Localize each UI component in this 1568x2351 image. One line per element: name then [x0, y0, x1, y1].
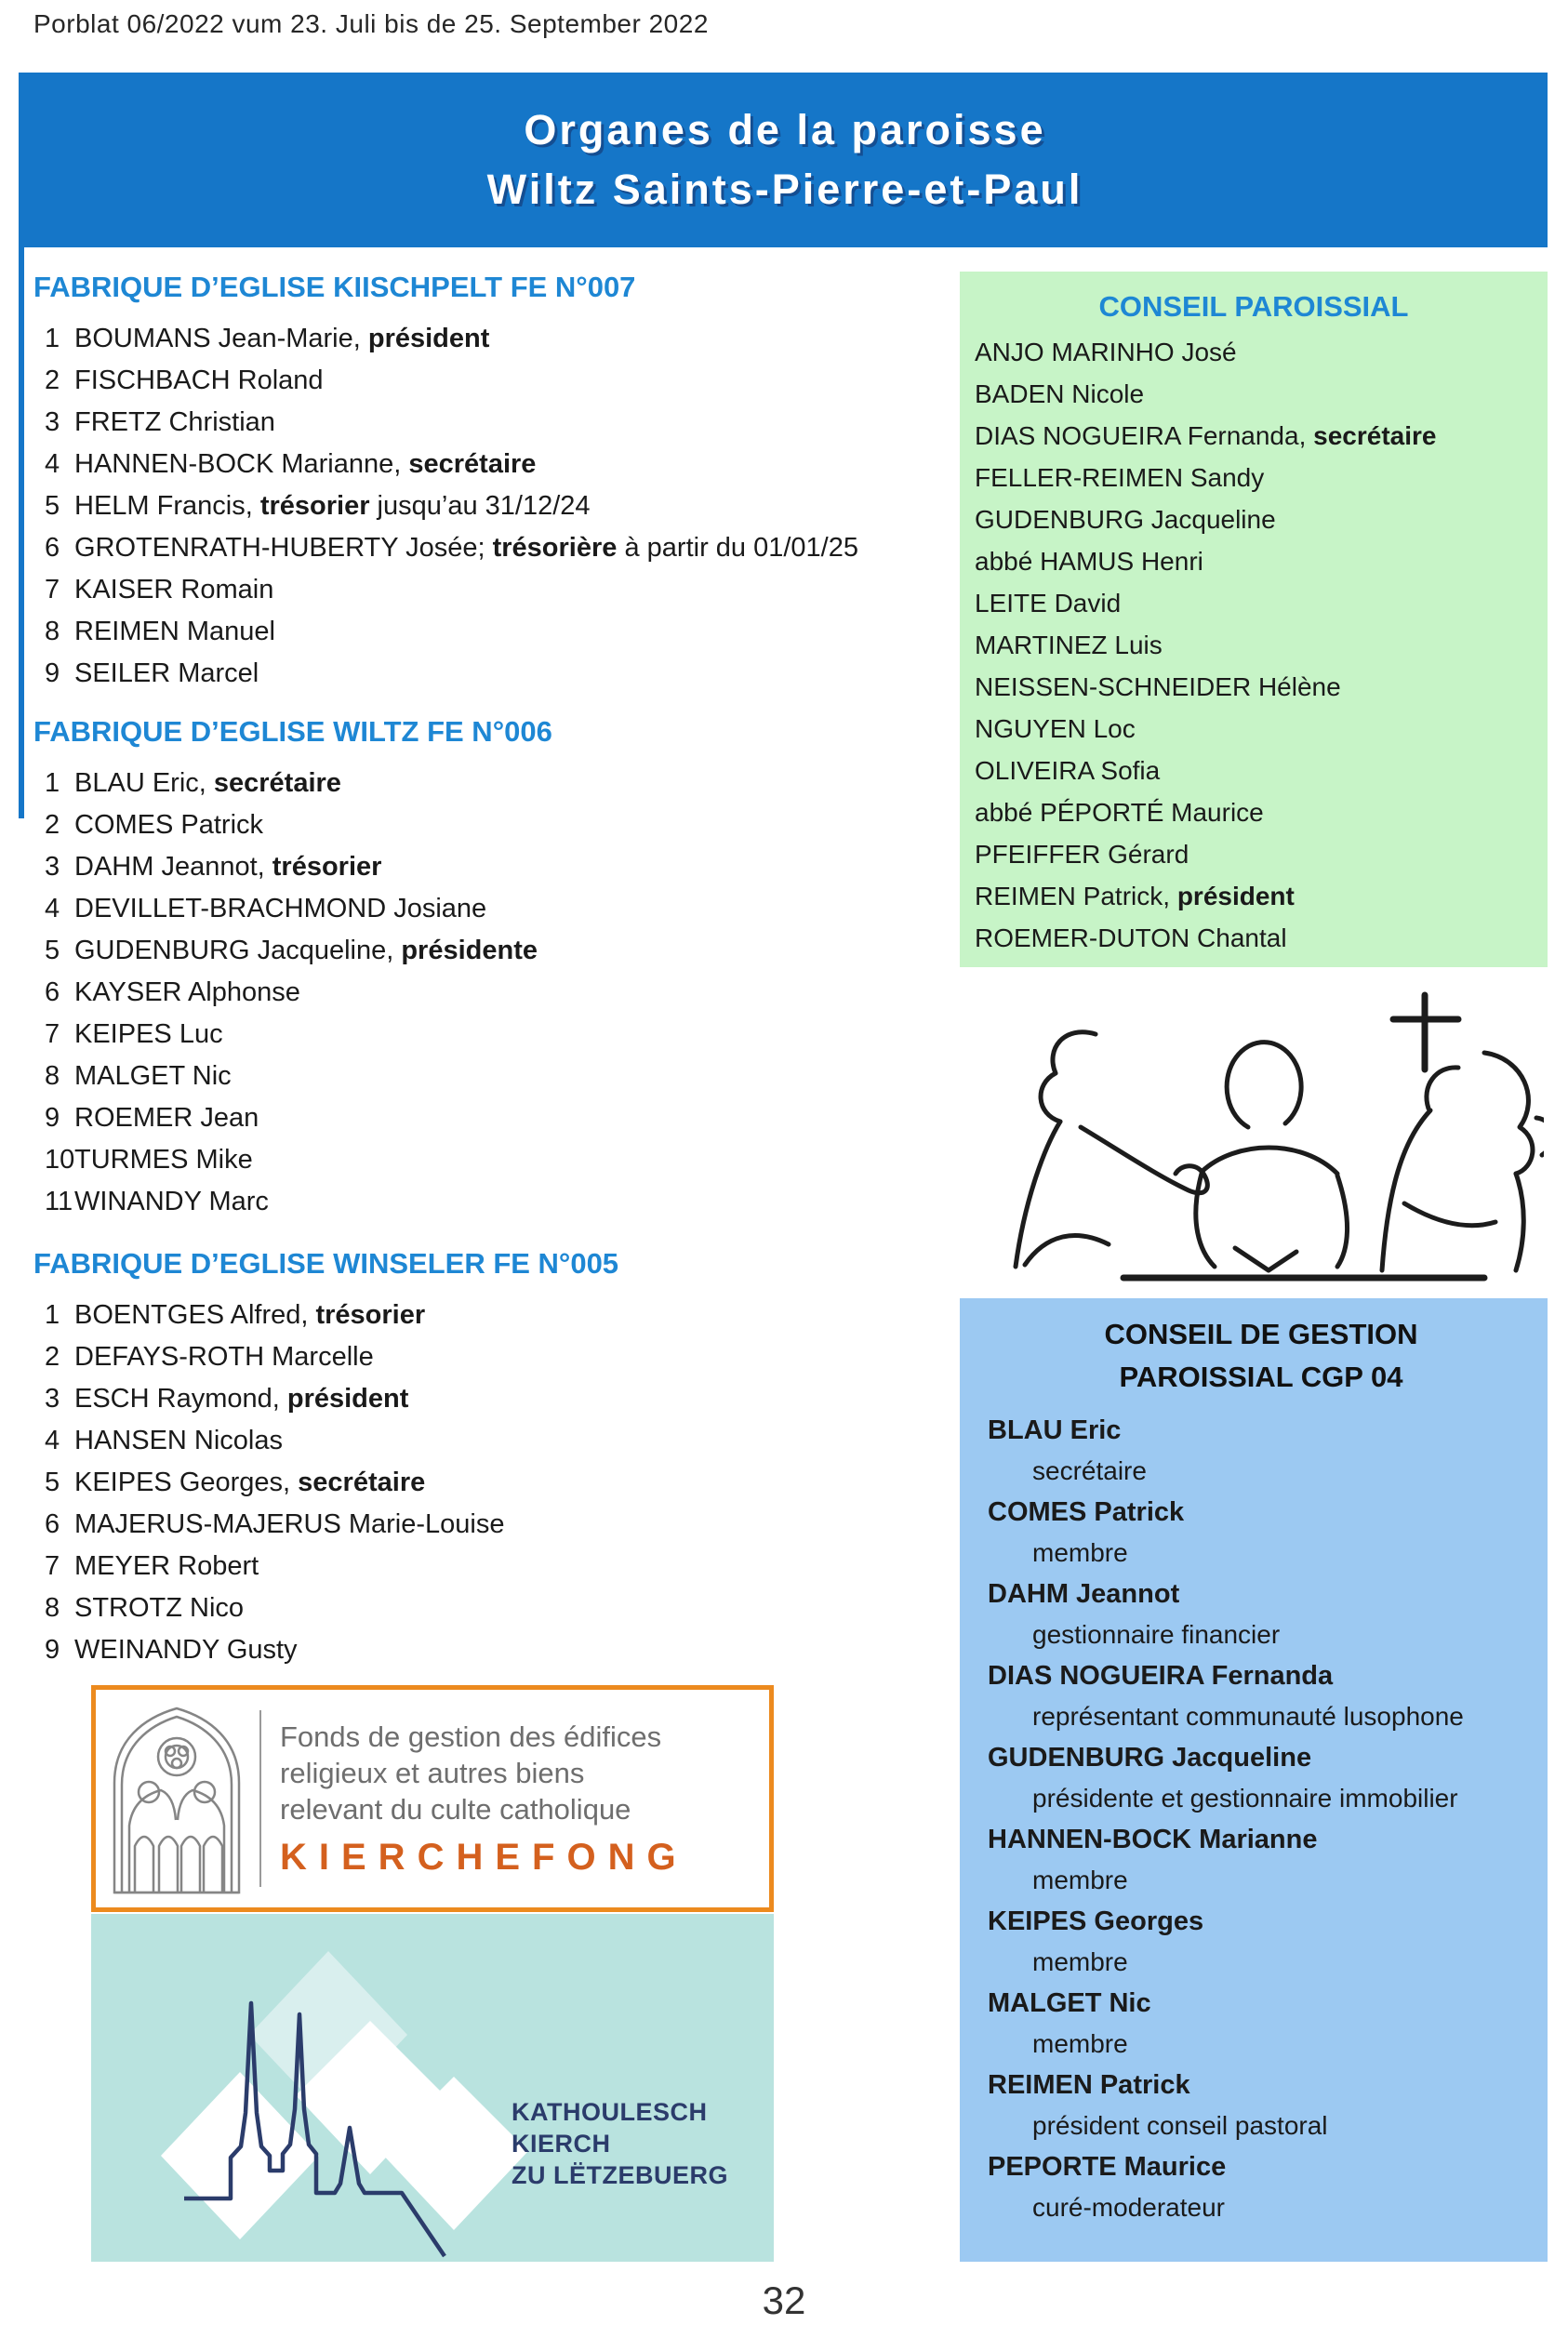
member-item — [988, 2065, 1535, 2146]
list-item-text: DAHM Jeannot, trésorier — [74, 852, 382, 882]
list-item-number: 5 — [45, 936, 60, 965]
member-item: NGUYEN Loc — [975, 714, 1136, 743]
list-item-text: KEIPES Georges, secrétaire — [74, 1468, 426, 1497]
member-name: REIMEN Patrick — [988, 2070, 1190, 2100]
list-item-number: 6 — [45, 533, 60, 563]
member-item — [988, 1655, 1535, 1737]
list-item — [33, 1546, 945, 1587]
list-item — [33, 1378, 945, 1420]
list-item — [33, 360, 945, 402]
member-role: représentant communauté lusophone — [1032, 1702, 1464, 1731]
member-name: GUDENBURG Jacqueline — [988, 1743, 1312, 1773]
kierchefong-logo: Fonds de gestion des édifices religieux et autres biens relevant du culte catholique KIERCHEFONG — [91, 1685, 774, 1912]
list-item-number: 3 — [45, 407, 60, 437]
list-item-number: 1 — [45, 324, 60, 353]
list-item-number: 1 — [45, 768, 60, 798]
list-item-text: MAJERUS-MAJERUS Marie-Louise — [74, 1509, 505, 1539]
kierchefong-tagline: Fonds de gestion des édifices — [280, 1720, 662, 1753]
member-role: président conseil pastoral — [1032, 2111, 1328, 2140]
list-item — [33, 1629, 945, 1671]
member-name: MALGET Nic — [988, 1988, 1151, 2018]
list-item — [33, 846, 945, 888]
list-item-text: MEYER Robert — [74, 1551, 259, 1581]
member-item: LEITE David — [975, 589, 1122, 618]
list-item-text: ESCH Raymond, président — [74, 1384, 409, 1414]
member-role: membre — [1032, 1947, 1128, 1976]
member-role: secrétaire — [1032, 1456, 1147, 1485]
list-item — [33, 527, 945, 569]
list-item-text: WEINANDY Gusty — [74, 1635, 298, 1665]
member-name: KEIPES Georges — [988, 1906, 1204, 1936]
page-number: 32 — [762, 2278, 806, 2322]
list-item-number: 9 — [45, 1103, 60, 1133]
member-name: DAHM Jeannot — [988, 1579, 1180, 1609]
member-item: NEISSEN-SCHNEIDER Hélène — [975, 672, 1341, 701]
list-item — [33, 888, 945, 930]
member-role: curé-moderateur — [1032, 2193, 1225, 2222]
gothic-window-icon — [107, 1701, 246, 1896]
list-item-text: COMES Patrick — [74, 810, 264, 840]
member-name: HANNEN-BOCK Marianne — [988, 1825, 1318, 1854]
list-item — [33, 402, 945, 444]
page-header-note: Porblat 06/2022 vum 23. Juli bis de 25. September 2022 — [33, 9, 709, 38]
list-item-number: 7 — [45, 575, 60, 604]
list-item-number: 11 — [45, 1187, 73, 1216]
list-item — [33, 318, 945, 360]
list-item — [33, 1295, 945, 1336]
list-item-text: HELM Francis, trésorier jusqu’au 31/12/24 — [74, 491, 591, 521]
member-list — [33, 1295, 945, 1671]
list-item-text: FISCHBACH Roland — [74, 365, 324, 395]
member-item — [988, 1574, 1535, 1655]
list-item-text: DEFAYS-ROTH Marcelle — [74, 1342, 374, 1372]
list-item-number: 6 — [45, 1509, 60, 1539]
member-item — [988, 1819, 1535, 1901]
section-heading: FABRIQUE D’EGLISE KIISCHPELT FE N°007 — [33, 271, 636, 303]
conseil-paroissial-list — [975, 331, 1533, 959]
logo-divider — [259, 1710, 261, 1887]
list-item-text: DEVILLET-BRACHMOND Josiane — [74, 894, 487, 923]
member-item: REIMEN Patrick, président — [975, 882, 1295, 910]
section-heading: FABRIQUE D’EGLISE WILTZ FE N°006 — [33, 715, 552, 748]
page-title-line2: Wiltz Saints-Pierre-et-Paul — [486, 166, 1083, 213]
list-item — [33, 1139, 945, 1181]
list-item-text: TURMES Mike — [74, 1145, 253, 1175]
list-item-text: SEILER Marcel — [74, 658, 259, 688]
list-item — [33, 1097, 945, 1139]
list-item-number: 2 — [45, 365, 60, 395]
list-item-number: 9 — [45, 1635, 60, 1665]
list-item-number: 5 — [45, 491, 60, 521]
people-meeting-illustration — [967, 980, 1544, 1295]
conseil-gestion-list — [988, 1410, 1535, 2228]
list-item — [33, 1504, 945, 1546]
list-item-number: 7 — [45, 1551, 60, 1581]
member-item: PFEIFFER Gérard — [975, 840, 1189, 869]
member-item: GUDENBURG Jacqueline — [975, 505, 1276, 534]
section-fabrique-kiischpelt — [33, 270, 945, 695]
conseil-gestion-box — [960, 1298, 1548, 2262]
list-item — [33, 569, 945, 611]
page-title-banner — [22, 73, 1548, 247]
conseil-paroissial-box — [960, 272, 1548, 967]
section-heading: FABRIQUE D’EGLISE WINSELER FE N°005 — [33, 1247, 619, 1280]
list-item — [33, 1014, 945, 1056]
list-item-number: 3 — [45, 852, 60, 882]
kierchefong-wordmark: KIERCHEFONG — [280, 1837, 688, 1878]
list-item-text: HANSEN Nicolas — [74, 1426, 283, 1455]
page-title-line1: Organes de la paroisse — [524, 106, 1046, 153]
list-item — [33, 1587, 945, 1629]
member-item — [988, 1492, 1535, 1574]
list-item-text: BLAU Eric, secrétaire — [74, 768, 341, 798]
member-item: ROEMER-DUTON Chantal — [975, 923, 1287, 952]
member-list — [33, 318, 945, 695]
list-item-text: BOUMANS Jean-Marie, président — [74, 324, 490, 353]
member-item: OLIVEIRA Sofia — [975, 756, 1161, 785]
list-item — [33, 1056, 945, 1097]
list-item-number: 5 — [45, 1468, 60, 1497]
member-item: ANJO MARINHO José — [975, 338, 1237, 366]
list-item-text: REIMEN Manuel — [74, 617, 275, 646]
member-role: gestionnaire financier — [1032, 1620, 1281, 1649]
list-item-text: HANNEN-BOCK Marianne, secrétaire — [74, 449, 537, 479]
list-item-number: 2 — [45, 810, 60, 840]
list-item — [33, 1181, 945, 1223]
list-item — [33, 1462, 945, 1504]
list-item-number: 9 — [45, 658, 60, 688]
list-item-number: 8 — [45, 1593, 60, 1623]
section-fabrique-wiltz — [33, 714, 945, 1223]
list-item-number: 4 — [45, 1426, 60, 1455]
list-item — [33, 444, 945, 485]
list-item — [33, 485, 945, 527]
list-item-text: KAYSER Alphonse — [74, 977, 300, 1007]
list-item-text: MALGET Nic — [74, 1061, 232, 1091]
member-item: MARTINEZ Luis — [975, 631, 1163, 659]
conseil-gestion-title-line2: PAROISSIAL CGP 04 — [1119, 1361, 1403, 1393]
member-item — [988, 1983, 1535, 2065]
member-role: membre — [1032, 2029, 1128, 2058]
list-item — [33, 1336, 945, 1378]
member-name: BLAU Eric — [988, 1415, 1122, 1445]
kathoulesch-wordmark: KATHOULESCH KIERCH ZU LËTZEBUERG — [512, 2098, 728, 2189]
list-item-text: KEIPES Luc — [74, 1019, 223, 1049]
list-item-text: WINANDY Marc — [74, 1187, 269, 1216]
member-name: DIAS NOGUEIRA Fernanda — [988, 1661, 1334, 1691]
list-item-text: BOENTGES Alfred, trésorier — [74, 1300, 426, 1330]
list-item-text: GUDENBURG Jacqueline, présidente — [74, 936, 538, 965]
list-item — [33, 611, 945, 653]
list-item — [33, 1420, 945, 1462]
member-item — [988, 1410, 1535, 1492]
list-item-text: ROEMER Jean — [74, 1103, 259, 1133]
list-item — [33, 653, 945, 695]
list-item-number: 8 — [45, 617, 60, 646]
list-item — [33, 804, 945, 846]
list-item-number: 10 — [45, 1145, 75, 1175]
member-role: membre — [1032, 1538, 1128, 1567]
list-item-number: 7 — [45, 1019, 60, 1049]
list-item-text: STROTZ Nico — [74, 1593, 245, 1623]
member-item — [988, 1901, 1535, 1983]
church-spires-icon — [91, 1914, 774, 2262]
member-name: COMES Patrick — [988, 1497, 1185, 1527]
list-item-text: FRETZ Christian — [74, 407, 275, 437]
kathoulesch-kierch-logo — [91, 1914, 774, 2262]
list-item-text: GROTENRATH-HUBERTY Josée; trésorière à partir du 01/01/25 — [74, 533, 858, 563]
left-margin-rule — [19, 73, 24, 818]
member-item: abbé HAMUS Henri — [975, 547, 1203, 576]
list-item — [33, 763, 945, 804]
member-item — [988, 2146, 1535, 2228]
conseil-paroissial-title: CONSEIL PAROISSIAL — [1098, 290, 1409, 323]
member-item: DIAS NOGUEIRA Fernanda, secrétaire — [975, 421, 1437, 450]
list-item-number: 8 — [45, 1061, 60, 1091]
member-item: FELLER-REIMEN Sandy — [975, 463, 1265, 492]
list-item-number: 6 — [45, 977, 60, 1007]
list-item — [33, 930, 945, 972]
member-name: PEPORTE Maurice — [988, 2152, 1227, 2182]
section-fabrique-winseler — [33, 1246, 945, 1671]
member-item — [988, 1737, 1535, 1819]
list-item — [33, 972, 945, 1014]
list-item-number: 4 — [45, 894, 60, 923]
cross-icon — [1393, 995, 1458, 1069]
member-list — [33, 763, 945, 1223]
list-item-number: 3 — [45, 1384, 60, 1414]
conseil-gestion-title-line1: CONSEIL DE GESTION — [1104, 1318, 1418, 1350]
member-item: BADEN Nicole — [975, 379, 1145, 408]
member-role: présidente et gestionnaire immobilier — [1032, 1784, 1458, 1813]
member-role: membre — [1032, 1866, 1128, 1894]
list-item-text: KAISER Romain — [74, 575, 274, 604]
member-item: abbé PÉPORTÉ Maurice — [975, 798, 1264, 827]
list-item-number: 4 — [45, 449, 60, 479]
list-item-number: 2 — [45, 1342, 60, 1372]
list-item-number: 1 — [45, 1300, 60, 1330]
